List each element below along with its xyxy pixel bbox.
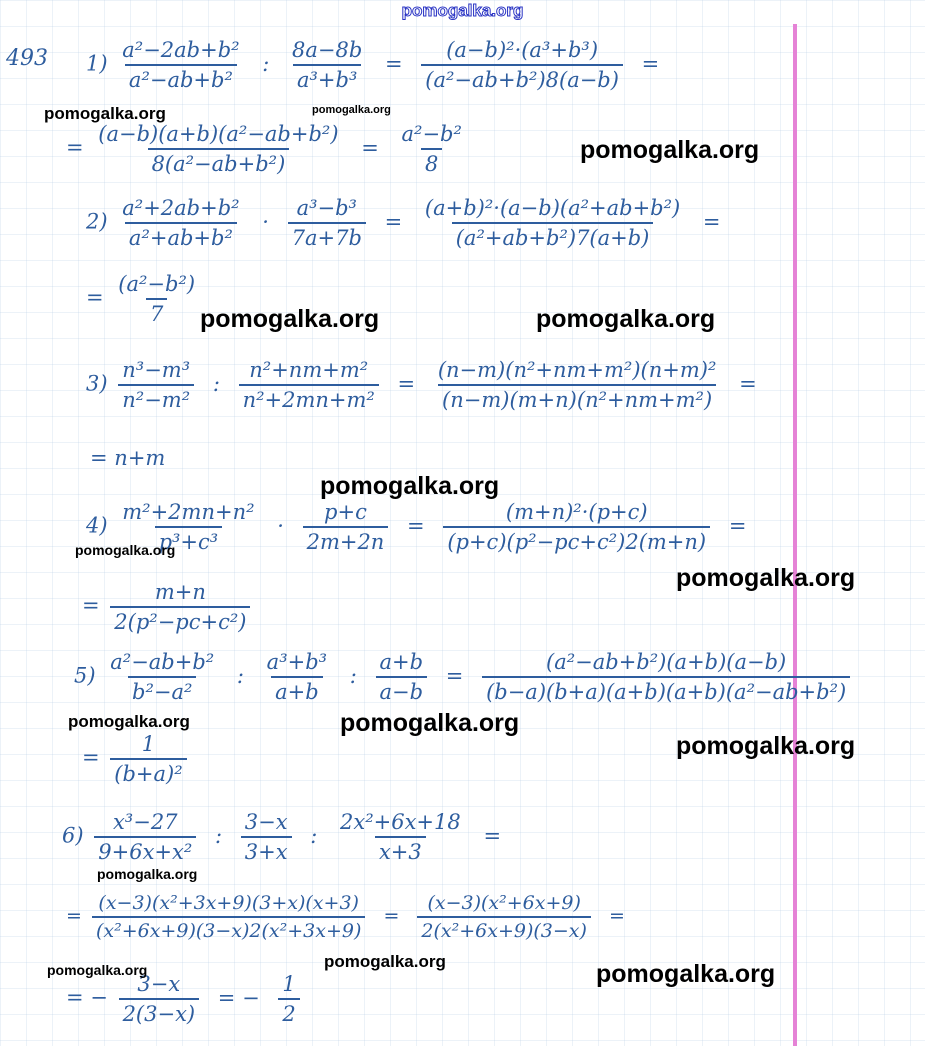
fraction: $\frac{\text{a³−b³}}{7a+7b}$ <box>288 196 366 250</box>
part-6-line: 6) $\frac{\text{x³−27}}{\text{9+6x+x²}}$ : $\frac{3-x}{3+x}$ : $\frac{\text{2x²+6x+18}}{x+3}$ = <box>62 810 502 864</box>
watermark: pomogalka.org <box>324 952 446 971</box>
fraction: $\frac{\text{a²−ab+b²}}{\text{b²−a²}}$ <box>110 650 215 704</box>
part-label: 1) <box>86 51 108 76</box>
part-1-result: = $\frac{\text{(a−b)(a+b)(a²−ab+b²)}}{\text{8(a²−ab+b²)}}$ = $\frac{\text{a²−b²}}{8}$ <box>66 122 470 176</box>
watermark: pomogalka.org <box>47 962 148 978</box>
watermark: pomogalka.org <box>580 136 760 164</box>
fraction: $\frac{m+n}{\text{2(p²−pc+c²)}}$ <box>110 580 250 634</box>
part-2-line: 2) $\frac{\text{a²+2ab+b²}}{\text{a²+ab+b²}}$ · $\frac{\text{a³−b³}}{7a+7b}$ = $\frac{\text{(a+b)²·(a−b)(a²+ab+b²)}}{\text{(a²+ab+b²)7(a+b)}}$ = <box>86 196 721 250</box>
part-6-step: = $\frac{\text{(x−3)(x²+3x+9)(3+x)(x+3)}}{\text{(x²+6x+9)(3−x)2(x²+3x+9)}}$ = $\frac{\text{(x−3)(x²+6x+9)}}{\text{2(x²+6x+9)(3−x)}}$ = <box>66 892 625 942</box>
site-header[interactable]: pomogalka.org <box>401 1 524 20</box>
fraction: $\frac{\text{(n−m)(n²+nm+m²)(n+m)²}}{\text{(n−m)(m+n)(n²+nm+m²)}}$ <box>437 358 717 412</box>
fraction: $\frac{\text{(m+n)²·(p+c)}}{\text{(p+c)(p²−pc+c²)2(m+n)}}$ <box>443 500 710 554</box>
fraction: $\frac{3-x}{2(3-x)}$ <box>119 972 200 1026</box>
watermark: pomogalka.org <box>676 564 856 592</box>
problem-number: 493 <box>6 46 48 71</box>
fraction: $\frac{3-x}{3+x}$ <box>241 810 292 864</box>
fraction: $\frac{p+c}{2m+2n}$ <box>303 500 389 554</box>
fraction: $\frac{\text{x³−27}}{\text{9+6x+x²}}$ <box>94 810 196 864</box>
watermark: pomogalka.org <box>68 712 190 731</box>
watermark: pomogalka.org <box>596 960 776 988</box>
part-4-result: = $\frac{m+n}{\text{2(p²−pc+c²)}}$ <box>82 580 254 634</box>
watermark: pomogalka.org <box>536 305 716 333</box>
fraction: $\frac{\text{m²+2mn+n²}}{\text{p³+c³}}$ <box>122 500 255 554</box>
fraction: $\frac{\text{a²+2ab+b²}}{\text{a²+ab+b²}}$ <box>122 196 240 250</box>
margin-line <box>793 24 797 1046</box>
watermark: pomogalka.org <box>97 866 198 882</box>
watermark: pomogalka.org <box>676 732 856 760</box>
part-1-line: 1) $\frac{\text{a²−2ab+b²}}{\text{a²−ab+b²}}$ : $\frac{8a-8b}{\text{a³+b³}}$ = $\frac{\text{(a−b)²·(a³+b³)}}{\text{(a²−ab+b²)8(a−b)}}$ = <box>86 38 660 92</box>
fraction: $\frac{\text{n³−m³}}{\text{n²−m²}}$ <box>118 358 194 412</box>
fraction: $\frac{1}{2}$ <box>278 972 299 1026</box>
watermark: pomogalka.org <box>312 104 391 116</box>
part-4-line: 4) $\frac{\text{m²+2mn+n²}}{\text{p³+c³}}$ · $\frac{p+c}{2m+2n}$ = $\frac{\text{(m+n)²·(p+c)}}{\text{(p+c)(p²−pc+c²)2(m+n)}}$ = <box>86 500 747 554</box>
part-3-result: = n+m <box>90 446 166 470</box>
fraction: $\frac{\text{a²−b²}}{8}$ <box>401 122 462 176</box>
watermark: pomogalka.org <box>340 709 520 737</box>
fraction: $\frac{\text{(a+b)²·(a−b)(a²+ab+b²)}}{\text{(a²+ab+b²)7(a+b)}}$ <box>424 196 681 250</box>
part-3-line: 3) $\frac{\text{n³−m³}}{\text{n²−m²}}$ : $\frac{\text{n²+nm+m²}}{\text{n²+2mn+m²}}$ = $\frac{\text{(n−m)(n²+nm+m²)(n+m)²}}{\text{(n−m)(m+n)(n²+nm+m²)}}$ = <box>86 358 757 412</box>
fraction: $\frac{\text{a³+b³}}{a+b}$ <box>266 650 328 704</box>
fraction: $\frac{\text{(a²−ab+b²)(a+b)(a−b)}}{\text{(b−a)(b+a)(a+b)(a+b)(a²−ab+b²)}}$ <box>482 650 850 704</box>
part-6-result: = − $\frac{3-x}{2(3-x)}$ = − $\frac{1}{2}$ <box>66 972 304 1026</box>
watermark: pomogalka.org <box>200 305 380 333</box>
fraction: $\frac{\text{(x−3)(x²+3x+9)(3+x)(x+3)}}{\text{(x²+6x+9)(3−x)2(x²+3x+9)}}$ <box>92 892 365 942</box>
part-5-line: 5) $\frac{\text{a²−ab+b²}}{\text{b²−a²}}$ : $\frac{\text{a³+b³}}{a+b}$ : $\frac{a+b}{a-b}$ = $\frac{\text{(a²−ab+b²)(a+b)(a−b)}}{\text{(b−a)(b+a)(a+b)(a+b)(a²−ab+b²)}}$ <box>74 650 854 704</box>
fraction: $\frac{\text{(a−b)(a+b)(a²−ab+b²)}}{\text{8(a²−ab+b²)}}$ <box>98 122 339 176</box>
watermark: pomogalka.org <box>320 472 500 500</box>
fraction: $\frac{8a-8b}{\text{a³+b³}}$ <box>292 38 363 92</box>
fraction: $\frac{\text{2x²+6x+18}}{x+3}$ <box>340 810 461 864</box>
watermark: pomogalka.org <box>44 104 166 123</box>
watermark: pomogalka.org <box>75 542 176 558</box>
fraction: $\frac{\text{(a²−b²)}}{7}$ <box>118 272 196 326</box>
fraction: $\frac{\text{a²−2ab+b²}}{\text{a²−ab+b²}}$ <box>122 38 240 92</box>
fraction: $\frac{\text{(a−b)²·(a³+b³)}}{\text{(a²−ab+b²)8(a−b)}}$ <box>421 38 623 92</box>
part-5-result: = $\frac{1}{\text{(b+a)²}}$ <box>82 732 191 786</box>
fraction: $\frac{\text{n²+nm+m²}}{\text{n²+2mn+m²}}$ <box>239 358 379 412</box>
fraction: $\frac{1}{\text{(b+a)²}}$ <box>110 732 186 786</box>
part-2-result: = $\frac{\text{(a²−b²)}}{7}$ <box>86 272 203 326</box>
fraction: $\frac{\text{(x−3)(x²+6x+9)}}{\text{2(x²+6x+9)(3−x)}}$ <box>417 892 591 942</box>
fraction: $\frac{a+b}{a-b}$ <box>376 650 428 704</box>
